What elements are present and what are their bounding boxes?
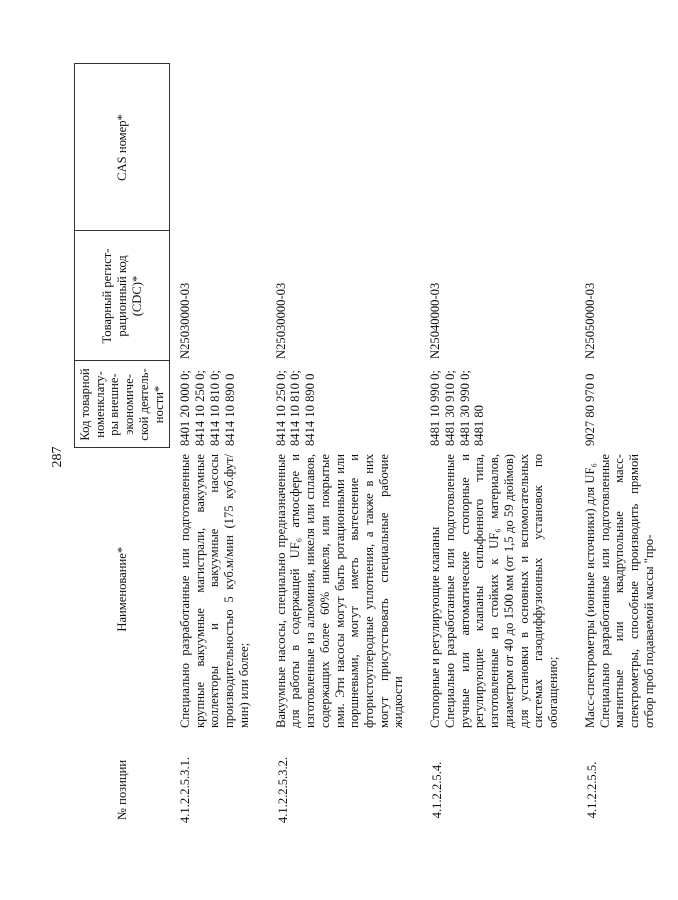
tnved-code: 8481 10 990 0; (428, 370, 443, 446)
tnved-code: 8414 10 250 0; (273, 370, 288, 446)
table-row (170, 64, 274, 850)
row-name: Масс-спектрометры (ионные источники) для UF₆ Специально разработанные или подготовленные магнитные или квадрупольные масс-спектрометры, способные производить прямой отбор проб подаваемой массы "про- (582, 454, 656, 728)
header-cdc (75, 231, 170, 361)
tnved-code: 8414 10 250 0; (193, 370, 208, 446)
tnved-code: 9027 80 970 0 (582, 373, 597, 446)
tnved-header-line: Код товарной (78, 368, 92, 441)
table-row (428, 64, 583, 850)
row-position: 4.1.2.2.5.4. (430, 761, 445, 819)
header-position: № позиции (114, 759, 129, 821)
tnved-code: 8481 30 910 0; (442, 370, 457, 446)
row-cas (170, 64, 274, 231)
row-cdc-code: N25050000-03 (582, 282, 597, 359)
cdc-header-line: рационный код (114, 255, 129, 337)
header-cas: CAS номер* (75, 64, 170, 231)
tnved-header-line: ры внешне- (107, 373, 122, 436)
tnved-code: 8481 30 990 0; (457, 370, 472, 446)
row-cas (583, 64, 678, 231)
row-name: Вакуумные насосы, специально предназначенные для работы в содержащей UF₆ атмосфере и изготовленные из алюминия, никеля или сплавов, содержащих более 60% никеля, или покрытые ими. Эти насосы могут быть ротационными или поршневыми, могут иметь вытеснение и фтористоуглеродные уплотнения, а также в них могут присутствовать специальные рабочие жидкости (273, 454, 406, 728)
tnved-code: 8401 20 000 0; (178, 370, 193, 446)
row-cdc-code: N25030000-03 (273, 282, 288, 359)
cdc-header-line: (CDC)* (129, 275, 144, 317)
row-cas (428, 64, 583, 231)
tnved-code: 8481 80 (472, 405, 487, 446)
table-header-row (75, 64, 170, 850)
tnved-code: 8414 10 890 0 (303, 373, 318, 446)
tnved-header-line: номенклату- (92, 371, 107, 438)
tnved-header-line: ности* (151, 385, 166, 424)
row-tnved-codes (428, 361, 583, 448)
row-position: 4.1.2.2.5.5. (584, 761, 599, 819)
table-row (274, 64, 429, 850)
row-name: Стопорные и регулирующие клапаны Специально разработанные или подготовленные ручные или автоматические стопорные и регулирующие клапаны сильфонного типа, изготовленные из стойких к UF₆ материалов, диаметром от 40 до 1500 мм (от 1,5 до 59 дюймов) для установки в основных и вспомогательных системах газодиффузионных установок по обогащению; (428, 454, 561, 728)
tnved-code: 8414 10 810 0; (207, 370, 222, 446)
row-cdc-code: N25030000-03 (178, 282, 193, 359)
tnved-code: 8414 10 810 0; (288, 370, 303, 446)
row-name: Специально разработанные или подготовленные крупные вакуумные магистрали, вакуумные коллекторы и вакуумные насосы производительностью 5 куб.м/мин (175 куб.фут/мин) или более; (177, 454, 251, 728)
row-tnved-codes (274, 361, 429, 448)
row-position: 4.1.2.2.5.3.1. (177, 756, 192, 824)
classification-table (74, 64, 678, 851)
header-name: Наименование* (114, 546, 129, 632)
row-tnved-codes (170, 361, 274, 448)
tnved-header-line: ской деятель- (136, 368, 151, 441)
row-cas (274, 64, 429, 231)
tnved-header-line: экономиче- (122, 374, 137, 435)
row-position: 4.1.2.2.5.3.2. (275, 756, 290, 824)
rotated-page (40, 64, 656, 850)
page-number: 287 (50, 446, 65, 468)
tnved-code: 8414 10 890 0 (222, 373, 237, 446)
table-row (583, 64, 678, 850)
cdc-header-line: Товарный регист- (100, 248, 115, 344)
row-cdc-code: N25040000-03 (428, 282, 443, 359)
row-tnved-codes (583, 361, 678, 448)
header-tnved (75, 361, 170, 448)
